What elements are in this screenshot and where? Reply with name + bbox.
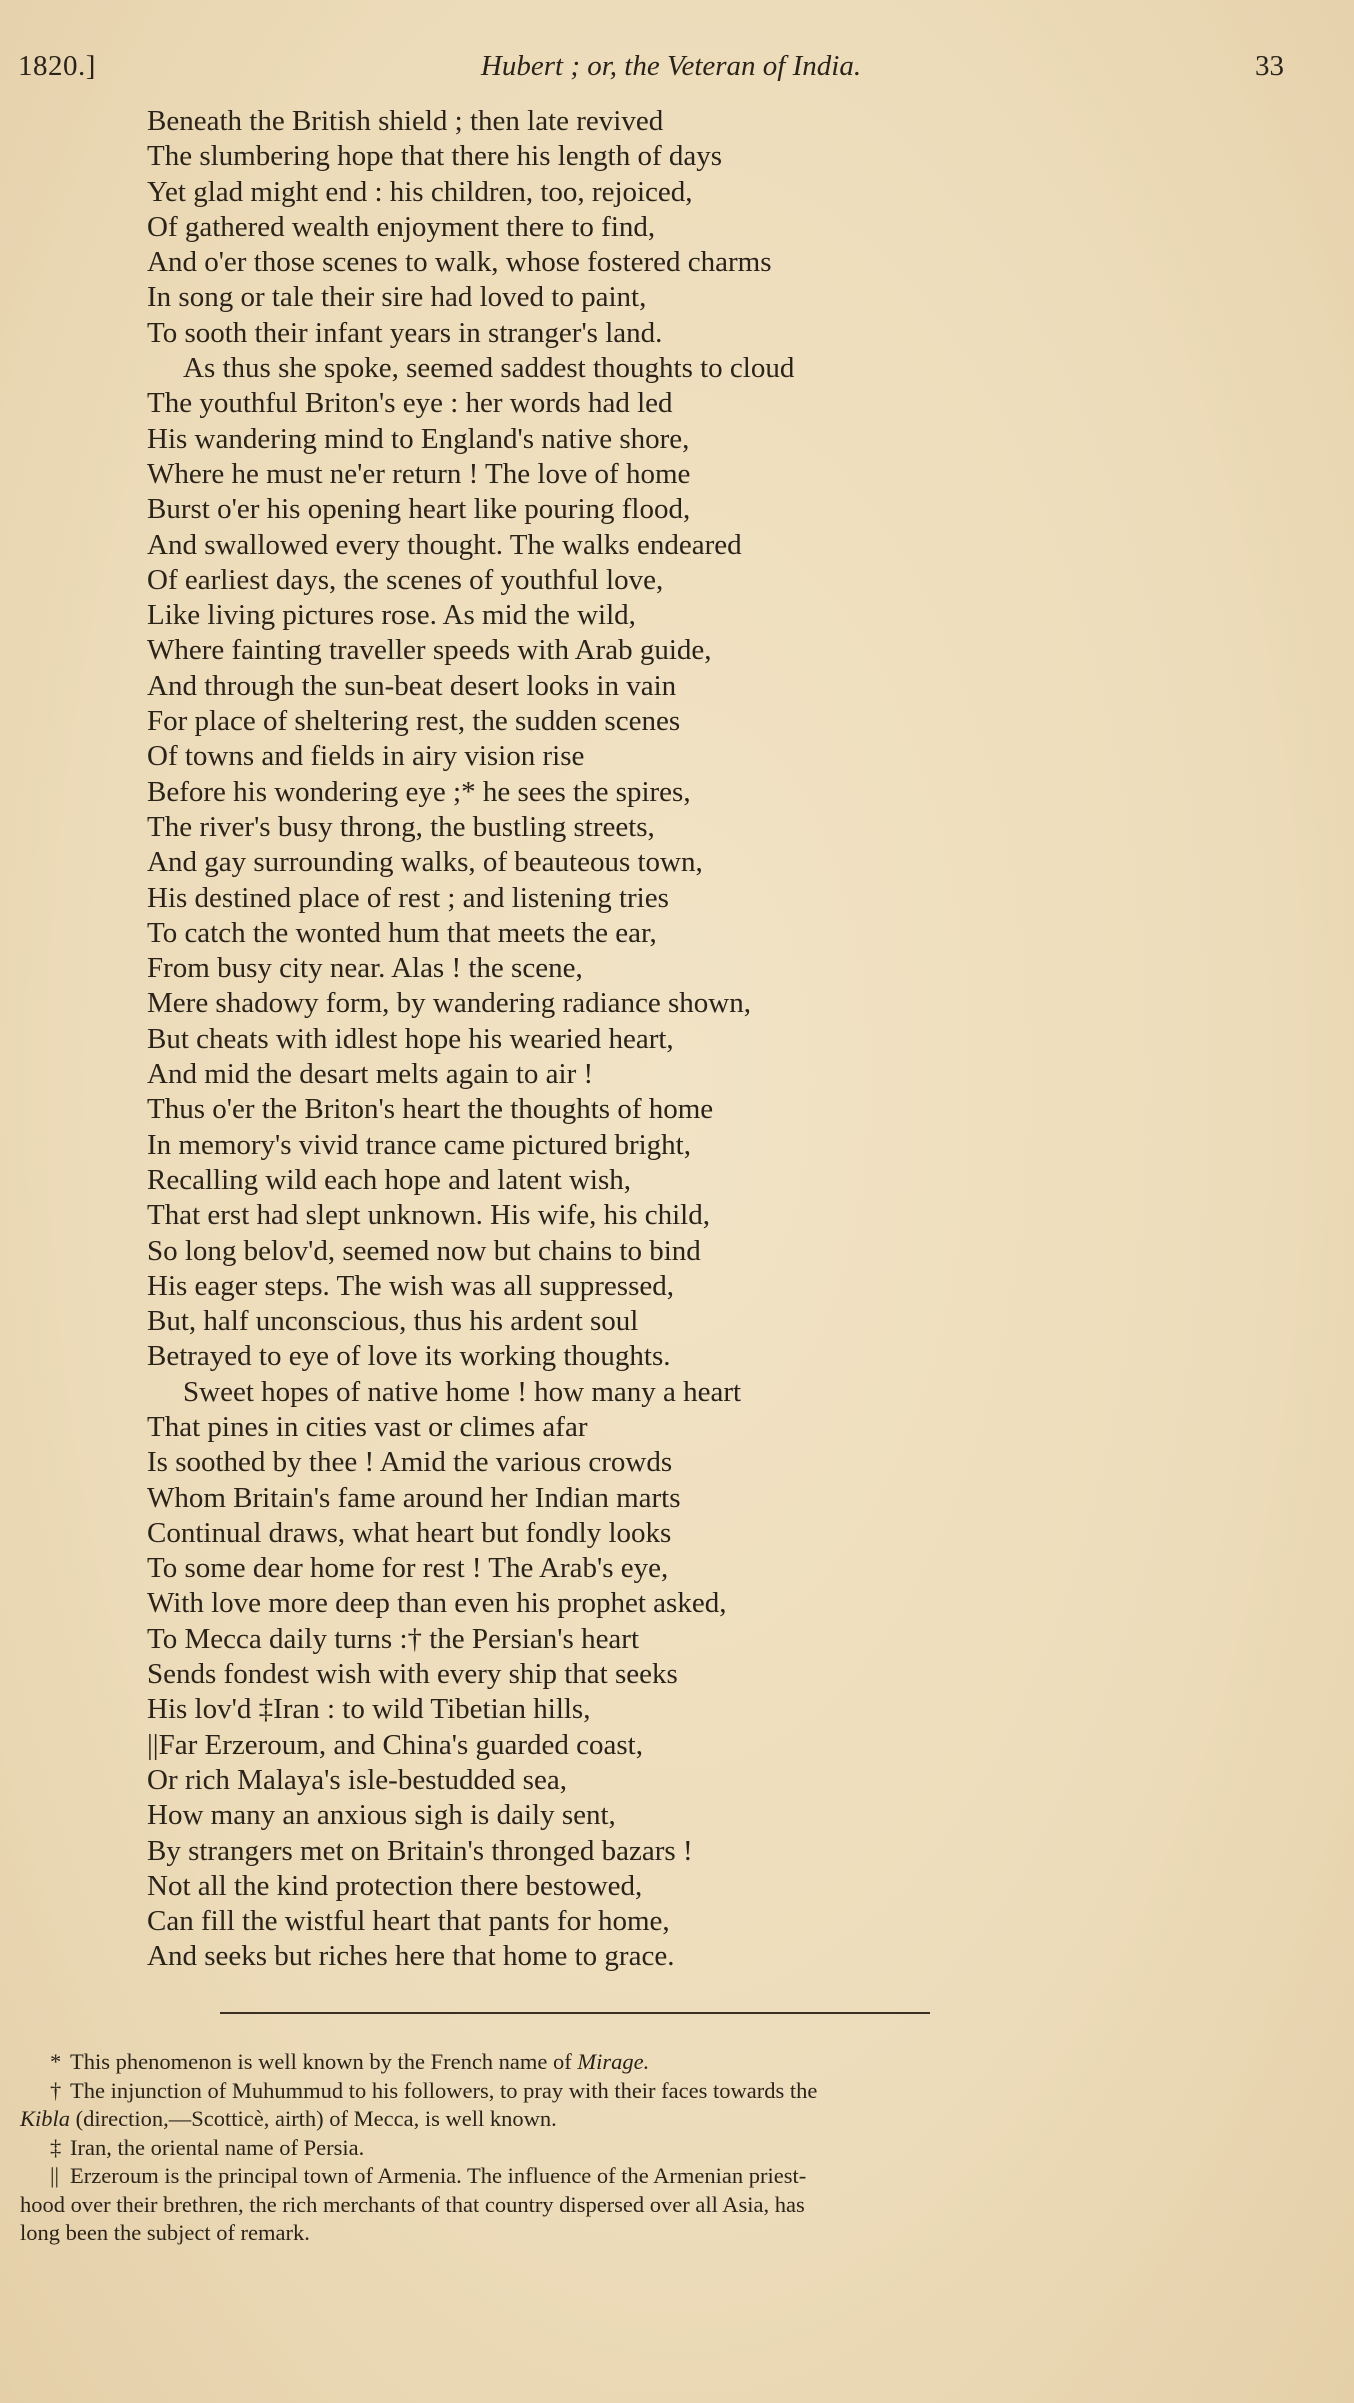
poem-line: As thus she spoke, seemed saddest thoughts to cloud <box>183 352 795 385</box>
poem-line: Burst o'er his opening heart like pouring flood, <box>147 493 691 526</box>
poem-line: Whom Britain's fame around her Indian marts <box>147 1481 681 1514</box>
poem-line: ||Far Erzeroum, and China's guarded coast, <box>147 1728 643 1761</box>
poem-line: Thus o'er the Briton's heart the thoughts of home <box>147 1093 714 1126</box>
poem-line: And gay surrounding walks, of beauteous town, <box>147 846 703 879</box>
poem-line: And o'er those scenes to walk, whose fostered charms <box>147 246 772 279</box>
poem-line: So long belov'd, seemed now but chains to bind <box>147 1234 701 1267</box>
poem-line: Betrayed to eye of love its working thoughts. <box>147 1340 671 1373</box>
poem-line: Continual draws, what heart but fondly looks <box>147 1516 672 1549</box>
header-year: 1820.] <box>18 50 96 82</box>
footnote-text: The injunction of Muhummud to his followers, to pray with their faces towards the <box>70 2077 818 2103</box>
poem-line: Is soothed by thee ! Amid the various crowds <box>147 1446 673 1479</box>
footnote-text: Erzeroum is the principal town of Armenia. The influence of the Armenian priest- <box>70 2163 807 2188</box>
poem-line: How many an anxious sigh is daily sent, <box>147 1799 616 1832</box>
poem-line: The youthful Briton's eye : her words had led <box>147 387 673 420</box>
poem-line: Recalling wild each hope and latent wish, <box>147 1163 631 1196</box>
poem-line: And seeks but riches here that home to grace. <box>147 1940 675 1973</box>
poem-line: And mid the desart melts again to air ! <box>147 1058 594 1091</box>
poem-line: But, half unconscious, thus his ardent soul <box>147 1305 639 1338</box>
footnote-text: long been the subject of remark. <box>20 2220 310 2245</box>
poem-line: From busy city near. Alas ! the scene, <box>147 952 583 985</box>
poem-line: The slumbering hope that there his length of days <box>147 140 723 173</box>
footnote-iran <box>20 2134 1170 2163</box>
poem-text <box>147 104 1227 1975</box>
footnote-mark: || <box>50 2163 60 2188</box>
header-title: Hubert ; or, the Veteran of India. <box>480 50 862 82</box>
poem-line: For place of sheltering rest, the sudden scenes <box>147 705 681 738</box>
footnote-mark: † <box>50 2077 62 2103</box>
poem-line: His eager steps. The wish was all suppressed, <box>147 1269 674 1302</box>
poem-line: Of earliest days, the scenes of youthful love, <box>147 563 664 596</box>
poem-line: Like living pictures rose. As mid the wild, <box>147 599 636 632</box>
poem-line: Before his wondering eye ;* he sees the spires, <box>147 775 691 808</box>
poem-line: Can fill the wistful heart that pants for home, <box>147 1905 670 1938</box>
poem-line: In memory's vivid trance came pictured bright, <box>147 1128 691 1161</box>
poem-line: His destined place of rest ; and listening tries <box>147 881 669 914</box>
poem-line: Of gathered wealth enjoyment there to find, <box>147 210 656 243</box>
poem-line: To catch the wonted hum that meets the ear, <box>147 916 657 949</box>
poem-line: Where fainting traveller speeds with Arab guide, <box>147 634 712 667</box>
footnote-text: hood over their brethren, the rich merchants of that country dispersed over all Asia, has <box>20 2191 805 2217</box>
poem-line: Of towns and fields in airy vision rise <box>147 740 585 773</box>
footnote-erzeroum-continued <box>20 2219 1170 2248</box>
poem-line: And through the sun-beat desert looks in vain <box>147 669 677 702</box>
footnote-text: (direction,—Scotticè, airth) of Mecca, is well known. <box>75 2106 557 2131</box>
footnote-kibla-continued <box>20 2105 1170 2134</box>
footnote-term: Mirage. <box>577 2049 650 2074</box>
footnote-mark: * <box>50 2049 62 2074</box>
poem-line: In song or tale their sire had loved to paint, <box>147 281 647 314</box>
poem-line: And swallowed every thought. The walks endeared <box>147 528 742 561</box>
footnotes <box>20 2048 1170 2248</box>
poem-line: Sweet hopes of native home ! how many a heart <box>183 1375 742 1408</box>
poem-line: Or rich Malaya's isle-bestudded sea, <box>147 1763 567 1796</box>
running-header <box>18 50 1284 94</box>
poem-line: The river's busy throng, the bustling streets, <box>147 810 655 843</box>
poem-line: Not all the kind protection there bestowed, <box>147 1869 643 1902</box>
poem-line: Sends fondest wish with every ship that seeks <box>147 1658 678 1691</box>
poem-line: But cheats with idlest hope his wearied heart, <box>147 1022 674 1055</box>
poem-line: With love more deep than even his prophet asked, <box>147 1587 727 1620</box>
footnote-mirage <box>20 2048 1170 2077</box>
footnote-erzeroum-continued <box>20 2191 1170 2220</box>
poem-line: Mere shadowy form, by wandering radiance shown, <box>147 987 751 1020</box>
poem-line: Where he must ne'er return ! The love of home <box>147 457 691 490</box>
footnote-kibla <box>20 2077 1170 2106</box>
poem-line: His wandering mind to England's native shore, <box>147 422 690 455</box>
poem-line: To some dear home for rest ! The Arab's eye, <box>147 1552 669 1585</box>
page-number: 33 <box>1255 50 1284 82</box>
poem-line: His lov'd ‡Iran : to wild Tibetian hills, <box>147 1693 591 1726</box>
poem-line: By strangers met on Britain's thronged bazars ! <box>147 1834 693 1867</box>
poem-line: That erst had slept unknown. His wife, his child, <box>147 1199 710 1232</box>
footnote-mark: ‡ <box>50 2134 62 2160</box>
poem-line: Beneath the British shield ; then late revived <box>147 105 664 137</box>
footnote-erzeroum <box>20 2162 1170 2191</box>
footnote-text: Iran, the oriental name of Persia. <box>70 2134 365 2160</box>
footnote-text: This phenomenon is well known by the French name of <box>70 2049 572 2074</box>
footnote-term: Kibla <box>20 2106 71 2131</box>
poem-line: To sooth their infant years in stranger's land. <box>147 316 663 349</box>
poem-line: That pines in cities vast or climes afar <box>147 1410 588 1443</box>
poem-line: To Mecca daily turns :† the Persian's heart <box>147 1622 640 1655</box>
poem-line: Yet glad might end : his children, too, rejoiced, <box>147 175 693 208</box>
footnote-divider <box>220 2012 930 2014</box>
